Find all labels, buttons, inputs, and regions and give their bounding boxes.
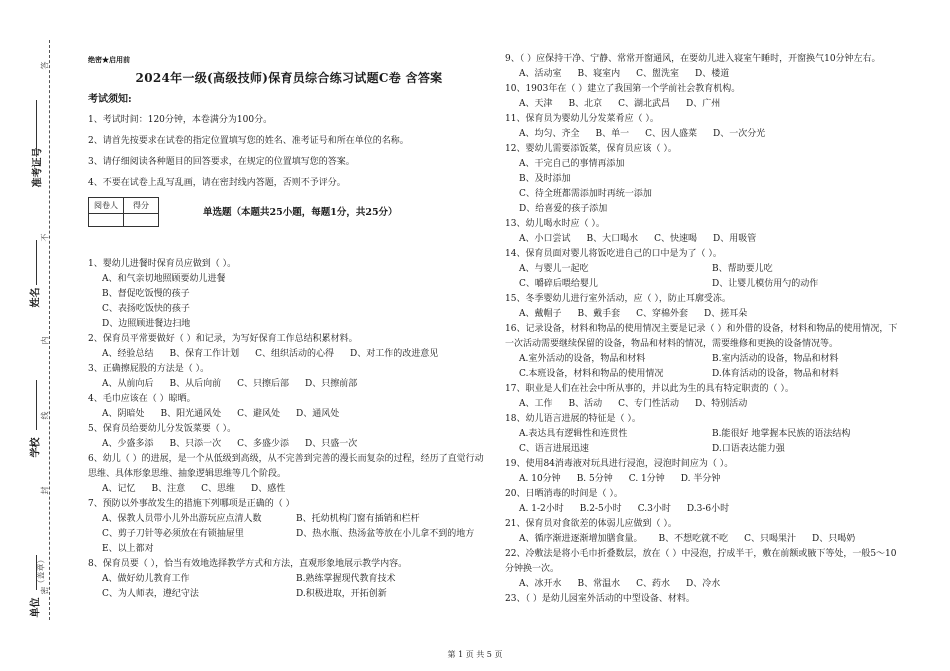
answer-option[interactable]: D、楼道 bbox=[695, 69, 730, 79]
answer-option[interactable]: D.口语表达能力强 bbox=[712, 444, 785, 454]
answer-option[interactable]: B. 5分钟 bbox=[576, 474, 613, 484]
question-text: 21、保育员对食欲差的体弱儿应做到（ ）。 bbox=[505, 519, 677, 529]
seal-mark: 内 bbox=[40, 336, 50, 345]
answer-option[interactable]: A. 1-2小时 bbox=[519, 504, 564, 514]
score-area bbox=[88, 197, 490, 227]
question-text: 11、保育员为婴幼儿分发菜肴应（ ）。 bbox=[505, 114, 659, 124]
answer-option[interactable]: C、湖北武昌 bbox=[618, 99, 671, 109]
answer-option[interactable]: B、常温水 bbox=[577, 579, 621, 589]
question-text: 18、幼儿语言进展的特征是（ ）。 bbox=[505, 414, 641, 424]
answer-option[interactable]: D、只盛一次 bbox=[305, 439, 358, 449]
answer-option[interactable]: C.3小时 bbox=[637, 504, 671, 514]
question-text: 5、保育员给要幼儿分发饭菜要（ ）。 bbox=[88, 424, 237, 434]
answer-options bbox=[519, 352, 905, 382]
answer-option[interactable]: E、以上都对 bbox=[102, 544, 154, 554]
question-text: 13、幼儿喝水时应（ ）。 bbox=[505, 219, 605, 229]
label-exam-number: 准考证号 bbox=[32, 147, 44, 188]
answer-option[interactable]: A、冰开水 bbox=[519, 579, 562, 589]
answer-option[interactable]: B.能很好 地掌握本民族的语法结构 bbox=[712, 429, 851, 439]
answer-option[interactable]: D.3-6小时 bbox=[686, 504, 730, 514]
answer-options bbox=[102, 572, 490, 602]
answer-option[interactable]: A、均匀、齐全 bbox=[519, 129, 580, 139]
answer-option[interactable]: A、做好幼儿教育工作 bbox=[102, 574, 190, 584]
page-title: 2024年一级(高级技师)保育员综合练习试题C卷 含答案 bbox=[135, 71, 443, 85]
answer-options bbox=[102, 377, 490, 392]
question-text: 2、保育员平常要做好（ ）和记录，为写好保育工作总结积累材料。 bbox=[88, 334, 358, 344]
answer-option[interactable]: B、注意 bbox=[151, 484, 186, 494]
question-text: 10、1903年在（ ）建立了我国第一个学前社会教育机构。 bbox=[505, 84, 741, 94]
question-text: 23、（ ）是幼儿园室外活动的中型设备、材料。 bbox=[505, 594, 695, 604]
answer-options bbox=[519, 532, 905, 547]
answer-option[interactable]: D、用吸管 bbox=[713, 234, 757, 244]
answer-option[interactable]: D.积极进取，开拓创新 bbox=[296, 589, 387, 599]
answer-options bbox=[102, 347, 490, 362]
notes-heading: 考试须知: bbox=[88, 94, 132, 105]
answer-option[interactable]: C、语言进展迅速 bbox=[519, 444, 589, 454]
exam-number-field[interactable] bbox=[36, 100, 37, 155]
question-text: 6、幼儿（ ）的进展，是一个从低级到高级，从不完善到完善的漫长而复杂的过程，经历了直觉行动思维、具体形象思维、抽象逻辑思维等几个阶段。 bbox=[88, 454, 484, 479]
answer-option[interactable]: A、少盛多添 bbox=[102, 439, 154, 449]
answer-option[interactable]: D、给喜爱的孩子添加 bbox=[519, 204, 608, 214]
question-list-right bbox=[505, 52, 905, 607]
question-text: 1、婴幼儿进餐时保育员应做到（ ）。 bbox=[88, 259, 237, 269]
note-item: 1、考试时间：120分钟，本卷满分为100分。 bbox=[88, 115, 273, 125]
score-label-score: 得分 bbox=[124, 198, 159, 214]
label-name: 姓名 bbox=[30, 287, 42, 308]
answer-option[interactable]: A、活动室 bbox=[519, 69, 562, 79]
answer-option[interactable]: A、戴帽子 bbox=[519, 309, 562, 319]
answer-option[interactable]: C、待全班都需添加时再统一添加 bbox=[519, 189, 652, 199]
question-list-left bbox=[88, 257, 490, 602]
answer-option[interactable]: C、药水 bbox=[636, 579, 671, 589]
question-text: 12、婴幼儿需要添饭菜，保育员应该（ ）。 bbox=[505, 144, 677, 154]
answer-option[interactable]: B、督促吃饭慢的孩子 bbox=[102, 289, 190, 299]
answer-option[interactable]: B、只添一次 bbox=[169, 439, 222, 449]
answer-option[interactable]: C、组织活动的心得 bbox=[255, 349, 335, 359]
question-text: 16、记录设备，材料和物品的使用情况主要是记录（ ）和外借的设备，材料和物品的使用情况，下一次活动需要继续保留的设备，物品和材料的情况，需要维修和更换的设备情况等。 bbox=[505, 324, 898, 349]
question-text: 22、冷敷法是将小毛巾折叠数层，放在（ ）中浸泡，拧成半干，敷在前额或腋下等处，一般5～10分钟换一次。 bbox=[505, 549, 897, 574]
answer-option[interactable]: A.表达具有逻辑性和连贯性 bbox=[519, 429, 628, 439]
answer-option[interactable]: C、多盛少添 bbox=[237, 439, 290, 449]
note-item: 3、请仔细阅读各种题目的回答要求，在规定的位置填写您的答案。 bbox=[88, 157, 355, 167]
score-label-grader: 阅卷人 bbox=[89, 198, 124, 214]
answer-option[interactable]: D、热水瓶、热汤盆等放在小儿拿不到的地方 bbox=[296, 529, 475, 539]
answer-option[interactable]: B、戴手套 bbox=[577, 309, 621, 319]
answer-option[interactable]: B、单一 bbox=[595, 129, 630, 139]
score-cell[interactable] bbox=[124, 214, 159, 227]
answer-option[interactable]: C、嚼碎后喂给婴儿 bbox=[519, 279, 598, 289]
answer-option[interactable]: C、避风处 bbox=[237, 409, 281, 419]
spacer bbox=[88, 233, 490, 257]
answer-option[interactable]: A、经验总结 bbox=[102, 349, 154, 359]
answer-option[interactable]: B、帮助要儿吃 bbox=[712, 264, 773, 274]
answer-option[interactable]: A、小口尝试 bbox=[519, 234, 571, 244]
answer-option[interactable]: D. 半分钟 bbox=[680, 474, 721, 484]
answer-option[interactable]: D、只喝奶 bbox=[812, 534, 856, 544]
seal-mark: 不 bbox=[40, 233, 50, 242]
question-text: 15、冬季婴幼儿进行室外活动，应（ ），防止耳廓受冻。 bbox=[505, 294, 731, 304]
answer-options bbox=[519, 232, 905, 247]
answer-option[interactable]: D、通风处 bbox=[296, 409, 340, 419]
answer-option[interactable]: A、阴暗处 bbox=[102, 409, 145, 419]
answer-options bbox=[102, 482, 490, 497]
answer-option[interactable]: B、不想吃就不吃 bbox=[658, 534, 729, 544]
question-text: 19、使用84消毒液对玩具进行浸泡，浸泡时间应为（ ）。 bbox=[505, 459, 734, 469]
answer-option[interactable]: A、与婴儿一起吃 bbox=[519, 264, 589, 274]
question-text: 4、毛巾应该在（ ）晾晒。 bbox=[88, 394, 196, 404]
answer-options bbox=[519, 502, 905, 517]
answer-option[interactable]: A、干完自己的事情再添加 bbox=[519, 159, 625, 169]
seal-mark: 密 bbox=[40, 586, 50, 595]
binding-strip bbox=[0, 0, 80, 671]
left-column bbox=[88, 52, 490, 602]
answer-option[interactable]: A、保教人员带小儿外出游玩应点清人数 bbox=[102, 514, 262, 524]
answer-option[interactable]: B、大口喝水 bbox=[586, 234, 639, 244]
right-column bbox=[505, 52, 905, 607]
answer-options bbox=[519, 577, 905, 592]
answer-option[interactable]: A、和气亲切地照顾要幼儿进餐 bbox=[102, 274, 226, 284]
answer-option[interactable]: D、广州 bbox=[686, 99, 721, 109]
section-title: 单选题（本题共25小题，每题1分，共25分） bbox=[203, 206, 398, 218]
answer-option[interactable]: C、盥洗室 bbox=[636, 69, 680, 79]
label-unit: 单位 bbox=[30, 597, 42, 618]
answer-options bbox=[519, 307, 905, 322]
answer-option[interactable]: A.室外活动的设备，物品和材料 bbox=[519, 354, 646, 364]
answer-option[interactable]: B.室内活动的设备，物品和材料 bbox=[712, 354, 839, 364]
seal-line bbox=[49, 40, 50, 620]
answer-options bbox=[102, 437, 490, 452]
answer-options bbox=[519, 397, 905, 412]
answer-option[interactable]: D、感性 bbox=[251, 484, 286, 494]
seal-mark: 答 bbox=[40, 61, 50, 70]
answer-option[interactable]: A、循序渐进逐渐增加膳食量。 bbox=[519, 534, 643, 544]
answer-option[interactable]: A、从前向后 bbox=[102, 379, 154, 389]
answer-option[interactable]: A、天津 bbox=[519, 99, 553, 109]
answer-options bbox=[102, 407, 490, 422]
answer-option[interactable]: D、边照顾进餐边扫地 bbox=[102, 319, 191, 329]
answer-option[interactable]: B.2-5小时 bbox=[579, 504, 622, 514]
answer-option[interactable]: C、穿棉外套 bbox=[636, 309, 689, 319]
answer-option[interactable]: D、只擦前部 bbox=[305, 379, 358, 389]
answer-option[interactable]: D.体育活动的设备，物品和材料 bbox=[712, 369, 839, 379]
answer-option[interactable]: B.熟练掌握现代教育技术 bbox=[296, 574, 396, 584]
answer-option[interactable]: D、冷水 bbox=[686, 579, 721, 589]
note-item: 4、不要在试卷上乱写乱画，请在密封线内答题，否则不予评分。 bbox=[88, 178, 346, 188]
answer-option[interactable]: A. 10分钟 bbox=[519, 474, 561, 484]
name-field[interactable] bbox=[36, 240, 37, 285]
answer-options bbox=[102, 512, 490, 557]
unit-suffix: （盖章） bbox=[36, 555, 46, 588]
answer-option[interactable]: A、记忆 bbox=[102, 484, 136, 494]
question-text: 17、职业是人们在社会中所从事的，并以此为生的具有特定职责的（ ）。 bbox=[505, 384, 794, 394]
answer-option[interactable]: D、对工作的改进意见 bbox=[350, 349, 439, 359]
answer-option[interactable]: B、寝室内 bbox=[577, 69, 621, 79]
page-footer: 第 1 页 共 5 页 bbox=[447, 650, 503, 659]
question-text: 8、保育员要（ ），恰当有效地选择教学方式和方法，直观形象地展示教学内容。 bbox=[88, 559, 408, 569]
answer-options bbox=[519, 67, 905, 82]
label-school: 学校 bbox=[30, 437, 42, 458]
answer-option[interactable]: C、只喝果汁 bbox=[744, 534, 797, 544]
answer-option[interactable]: C、因人盛菜 bbox=[645, 129, 698, 139]
answer-option[interactable]: B、从后向前 bbox=[169, 379, 222, 389]
question-text: 7、预防以外事故发生的措施下列哪项是正确的（ ） bbox=[88, 499, 295, 509]
school-field[interactable] bbox=[36, 380, 37, 430]
note-item: 2、请首先按要求在试卷的指定位置填写您的姓名、准考证号和所在单位的名称。 bbox=[88, 136, 409, 146]
answer-option[interactable]: C、思维 bbox=[201, 484, 236, 494]
secret-label: 绝密★启用前 bbox=[88, 55, 130, 64]
answer-option[interactable]: B、及时添加 bbox=[519, 174, 571, 184]
seal-mark: 线 bbox=[40, 411, 50, 420]
score-table bbox=[88, 197, 159, 227]
answer-option[interactable]: C、专门性活动 bbox=[618, 399, 680, 409]
answer-options bbox=[519, 427, 905, 457]
answer-option[interactable]: D、让婴儿模仿用勺的动作 bbox=[712, 279, 819, 289]
question-text: 14、保育员面对婴儿将饭吃进自己的口中是为了（ ）。 bbox=[505, 249, 722, 259]
seal-mark: 封 bbox=[40, 486, 50, 495]
answer-options bbox=[519, 97, 905, 112]
answer-option[interactable]: D、特别活动 bbox=[695, 399, 748, 409]
answer-option[interactable]: B、北京 bbox=[568, 99, 603, 109]
answer-option[interactable]: B、保育工作计划 bbox=[169, 349, 240, 359]
answer-option[interactable]: D、搓耳朵 bbox=[704, 309, 748, 319]
question-text: 3、正确擦屁股的方法是（ ）。 bbox=[88, 364, 210, 374]
answer-options bbox=[519, 262, 905, 292]
answer-option[interactable]: D、一次分光 bbox=[713, 129, 766, 139]
answer-option[interactable]: A、工作 bbox=[519, 399, 553, 409]
answer-option[interactable]: C、快速喝 bbox=[654, 234, 698, 244]
answer-options bbox=[519, 472, 905, 487]
grader-cell[interactable] bbox=[89, 214, 124, 227]
answer-option[interactable]: B、活动 bbox=[568, 399, 603, 409]
answer-option[interactable]: C、为人师表，遵纪守法 bbox=[102, 589, 199, 599]
answer-option[interactable]: C.本班设备，材料和物品的使用情况 bbox=[519, 369, 664, 379]
answer-option[interactable]: C、剪子刀针等必须放在有锁抽屉里 bbox=[102, 529, 244, 539]
answer-option[interactable]: B、托幼机构门窗有插销和栏杆 bbox=[296, 514, 420, 524]
question-text: 9、（ ）应保持干净、宁静、常常开窗通风，在要幼儿进入寝室午睡时，开窗换气10分钟左右。 bbox=[505, 54, 881, 64]
answer-option[interactable]: C、表扬吃饭快的孩子 bbox=[102, 304, 190, 314]
answer-options bbox=[519, 127, 905, 142]
answer-option[interactable]: B、阳光通风处 bbox=[160, 409, 222, 419]
answer-option[interactable]: C. 1分钟 bbox=[628, 474, 665, 484]
answer-option[interactable]: C、只擦后部 bbox=[237, 379, 290, 389]
question-text: 20、日晒消毒的时间是（ ）。 bbox=[505, 489, 623, 499]
